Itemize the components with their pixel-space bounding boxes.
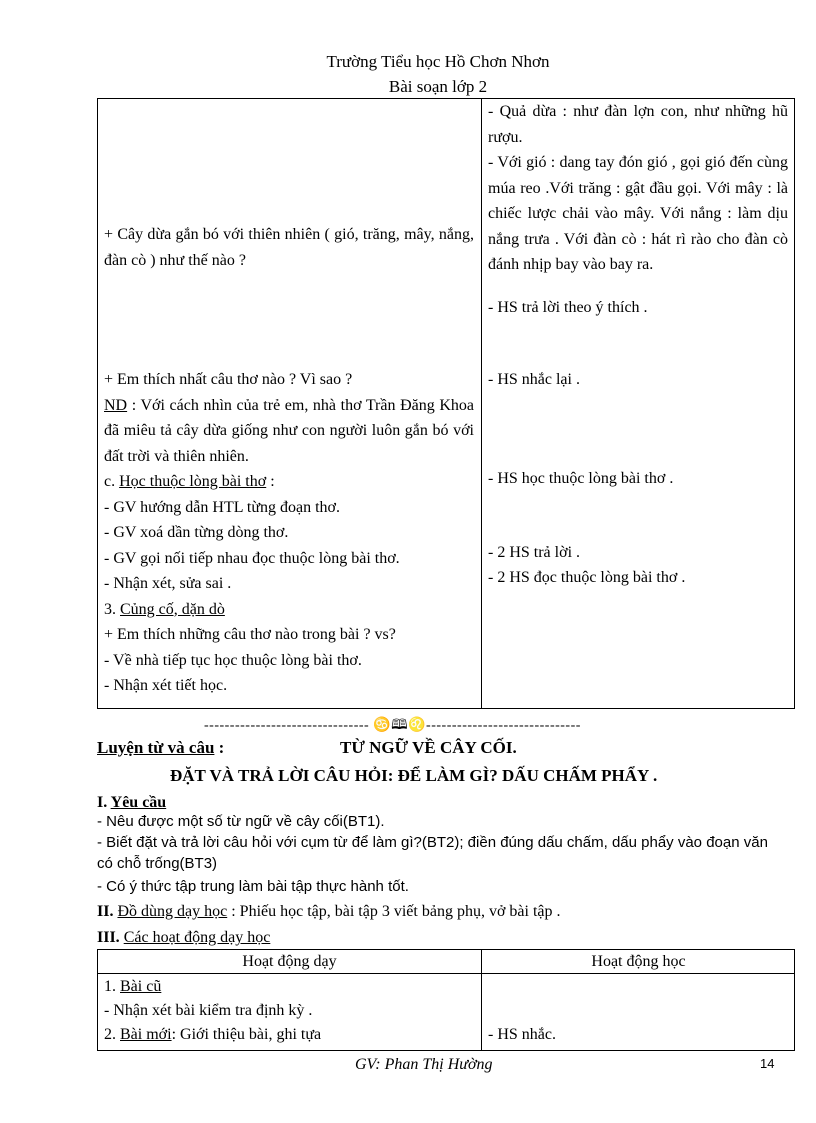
step-recite: - GV gọi nối tiếp nhau đọc thuộc lòng bài thơ. <box>104 549 400 567</box>
consolidate-num: 3. <box>104 600 120 618</box>
tools-text: : Phiếu học tập, bài tập 3 viết bảng phụ, vở bài tập . <box>227 903 561 920</box>
activities-heading <box>97 927 777 948</box>
question-nature: + Cây dừa gắn bó với thiên nhiên ( gió, trăng, mây, nắng, đàn cò ) như thế nào ? <box>104 226 474 269</box>
req-label: Yêu cầu <box>110 794 167 811</box>
teacher-footer: GV: Phan Thị Hường <box>355 1056 493 1073</box>
memorize-heading <box>104 469 474 495</box>
nd-label: ND <box>104 396 128 414</box>
answer-2hs-recite: - 2 HS đọc thuộc lòng bài thơ . <box>488 569 686 586</box>
answer-coconut: - Quả dừa : như đàn lợn con, như những hũ rượu. <box>488 103 788 146</box>
review-lesson: - Nhận xét tiết học. <box>104 677 228 694</box>
step-correct: - Nhận xét, sửa sai . <box>104 575 232 592</box>
main-idea <box>104 393 474 470</box>
lesson-title-2: ĐẶT VÀ TRẢ LỜI CÂU HỎI: ĐỂ LÀM GÌ? DẤU CHẤM PHẨY . <box>170 766 658 785</box>
answer-nature: - Với gió : dang tay đón gió , gọi gió đến cùng múa reo .Với trăng : gật đầu gọi. Với mây : là chiếc lược chải vào mây. Với nắng : làm dịu nắng trưa . Với đàn cò : hát rì rào cho đàn cò đánh nhịp bay vào bay ra. <box>488 154 788 273</box>
new-lesson-text: : Giới thiệu bài, ghi tựa <box>171 1026 322 1043</box>
act-num: III. <box>97 929 124 946</box>
new-lesson-heading <box>104 1023 474 1047</box>
question-favorite: + Em thích nhất câu thơ nào ? Vì sao ? <box>104 371 353 388</box>
step-guide: - GV hướng dẫn HTL từng đoạn thơ. <box>104 498 341 516</box>
answer-free: - HS trả lời theo ý thích . <box>488 299 648 316</box>
subject-label: Luyện từ và câu <box>97 738 215 757</box>
subject-colon: : <box>214 738 225 757</box>
tools-label: Đồ dùng dạy học <box>117 903 228 920</box>
old-lesson-label: Bài cũ <box>120 978 162 995</box>
old-lesson-block <box>104 975 474 1047</box>
memorize-colon: : <box>266 473 275 490</box>
class-line: Bài soạn lớp 2 <box>388 77 488 96</box>
requirement-3: - Có ý thức tập trung làm bài tập thực hành tốt. <box>97 878 409 895</box>
school-name: Trường Tiểu học Hồ Chơn Nhơn <box>326 52 550 71</box>
old-lesson-heading <box>104 975 474 999</box>
page-number: 14 <box>760 1056 775 1071</box>
new-lesson-num: 2. <box>104 1026 120 1043</box>
requirement-1: - Nêu được một số từ ngữ về cây cối(BT1). <box>97 813 385 830</box>
lesson-table-continued <box>97 98 795 709</box>
memorize-label: Học thuộc lòng bài thơ <box>119 473 267 490</box>
subject-line <box>97 738 224 758</box>
answer-repeat: - HS nhắc lại . <box>488 371 580 388</box>
consolidate-label: Củng cố, dặn dò <box>120 600 225 618</box>
requirements-heading <box>97 792 777 813</box>
header-teaching: Hoạt động dạy <box>242 953 337 970</box>
activities-table <box>97 949 795 1051</box>
old-lesson-review: - Nhận xét bài kiểm tra định kỳ . <box>104 1002 313 1019</box>
header-learning: Hoạt động học <box>591 953 686 970</box>
consolidate-heading <box>104 597 474 623</box>
consolidate-q: + Em thích những câu thơ nào trong bài ? vs? <box>104 626 396 643</box>
old-lesson-num: 1. <box>104 978 120 995</box>
answer-2hs: - 2 HS trả lời . <box>488 544 581 561</box>
homework: - Về nhà tiếp tục học thuộc lòng bài thơ. <box>104 651 362 669</box>
section-separator: -------------------------------- ♋🕮♌------------------------------ <box>204 718 581 733</box>
memorize-num: c. <box>104 473 120 490</box>
tools-num: II. <box>97 903 118 920</box>
tools-line <box>97 901 777 922</box>
left-col-block <box>104 367 474 699</box>
student-repeat: - HS nhắc. <box>488 1026 556 1043</box>
act-label: Các hoạt động dạy học <box>123 929 271 946</box>
step-erase: - GV xoá dần từng dòng thơ. <box>104 524 289 541</box>
new-lesson-label: Bài mới <box>120 1026 172 1043</box>
req-num: I. <box>97 794 111 811</box>
column-divider <box>481 99 482 708</box>
nd-text: : Với cách nhìn của trẻ em, nhà thơ Trần Đăng Khoa đã miêu tả cây dừa giống như con người luôn gắn bó với đất trời và thiên nhiên. <box>104 396 474 465</box>
lesson-title-1: TỪ NGỮ VỀ CÂY CỐI. <box>340 738 517 757</box>
requirement-2: - Biết đặt và trả lời câu hỏi với cụm từ để làm gì?(BT2); điền đúng dấu chấm, dấu phẩy vào đoạn văn có chỗ trống(BT3) <box>97 834 768 872</box>
answer-memorize: - HS học thuộc lòng bài thơ . <box>488 470 674 487</box>
